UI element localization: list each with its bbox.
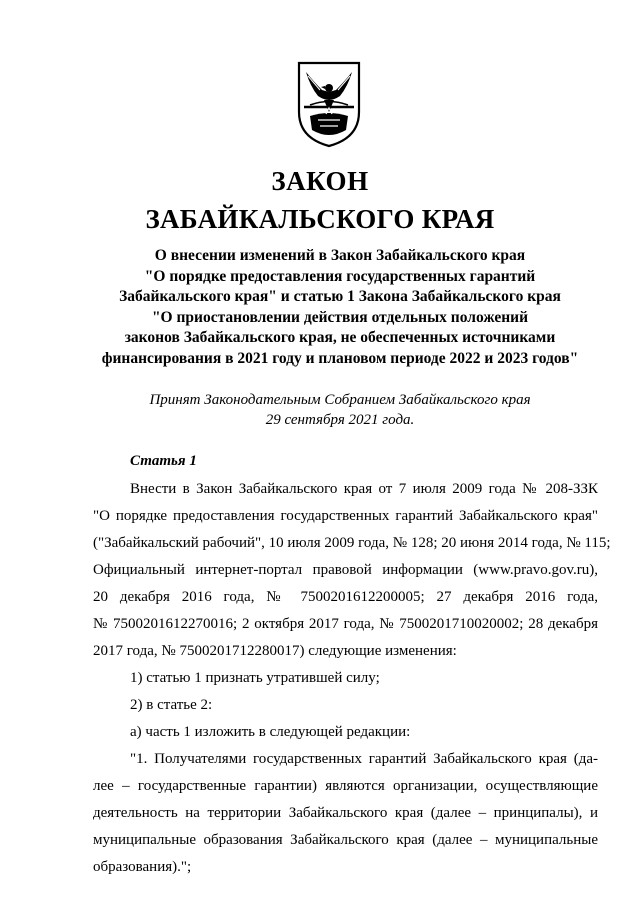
subtitle-line: "О приостановлении действия отдельных положений bbox=[151, 308, 529, 326]
article-heading: Статья 1 bbox=[130, 453, 197, 469]
law-subtitle bbox=[80, 246, 600, 369]
law-title: ЗАКОН bbox=[271, 166, 369, 196]
list-item: а) часть 1 изложить в следующей редакции: bbox=[130, 724, 411, 740]
article-paragraph bbox=[93, 476, 611, 881]
quote-line: "1. Получателями государственных гарантий Забайкальского края (да- bbox=[130, 751, 598, 767]
quote-line: деятельность на территории Забайкальского края (далее – принципалы), и bbox=[93, 805, 598, 821]
quote-line: муниципальные образования Забайкальского края (далее – муниципальные bbox=[93, 832, 598, 848]
paragraph-line: 20 декабря 2016 года, № 7500201612200005; 27 декабря 2016 года, bbox=[93, 589, 598, 605]
subtitle-line: О внесении изменений в Закон Забайкальского края bbox=[154, 247, 526, 264]
list-item: 1) статью 1 признать утратившей силу; bbox=[130, 670, 380, 686]
paragraph-line: Внести в Закон Забайкальского края от 7 июля 2009 года № 208-ЗЗК bbox=[130, 481, 598, 497]
paragraph-line: Официальный интернет-портал правовой информации (www.pravo.gov.ru), bbox=[93, 562, 598, 578]
adoption-note bbox=[80, 390, 600, 430]
quote-line: образования)."; bbox=[93, 859, 192, 875]
paragraph-line: № 7500201612270016; 2 октября 2017 года, № 7500201710020002; 28 декабря bbox=[93, 616, 598, 632]
quote-line: лее – государственные гарантии) являются организации, осуществляющие bbox=[93, 778, 598, 794]
subtitle-line: законов Забайкальского края, не обеспеченных источниками bbox=[124, 329, 556, 346]
subtitle-line: Забайкальского края" и статью 1 Закона Забайкальского края bbox=[119, 288, 561, 305]
region-title: ЗАБАЙКАЛЬСКОГО КРАЯ bbox=[145, 204, 495, 234]
subtitle-line: финансирования в 2021 году и плановом периоде 2022 и 2023 годов" bbox=[101, 349, 579, 367]
paragraph-line: ("Забайкальский рабочий", 10 июля 2009 года, № 128; 20 июня 2014 года, № 115; bbox=[93, 535, 611, 551]
adoption-line: Принят Законодательным Собранием Забайкальского края bbox=[149, 392, 531, 408]
paragraph-line: 2017 года, № 7500201712280017) следующие изменения: bbox=[93, 643, 457, 659]
subtitle-line: "О порядке предоставления государственных гарантий bbox=[144, 267, 536, 285]
adoption-date: 29 сентября 2021 года. bbox=[265, 412, 415, 428]
list-item: 2) в статье 2: bbox=[130, 697, 213, 713]
coat-of-arms-icon bbox=[296, 60, 362, 148]
paragraph-line: "О порядке предоставления государственных гарантий Забайкальского края" bbox=[93, 508, 598, 524]
